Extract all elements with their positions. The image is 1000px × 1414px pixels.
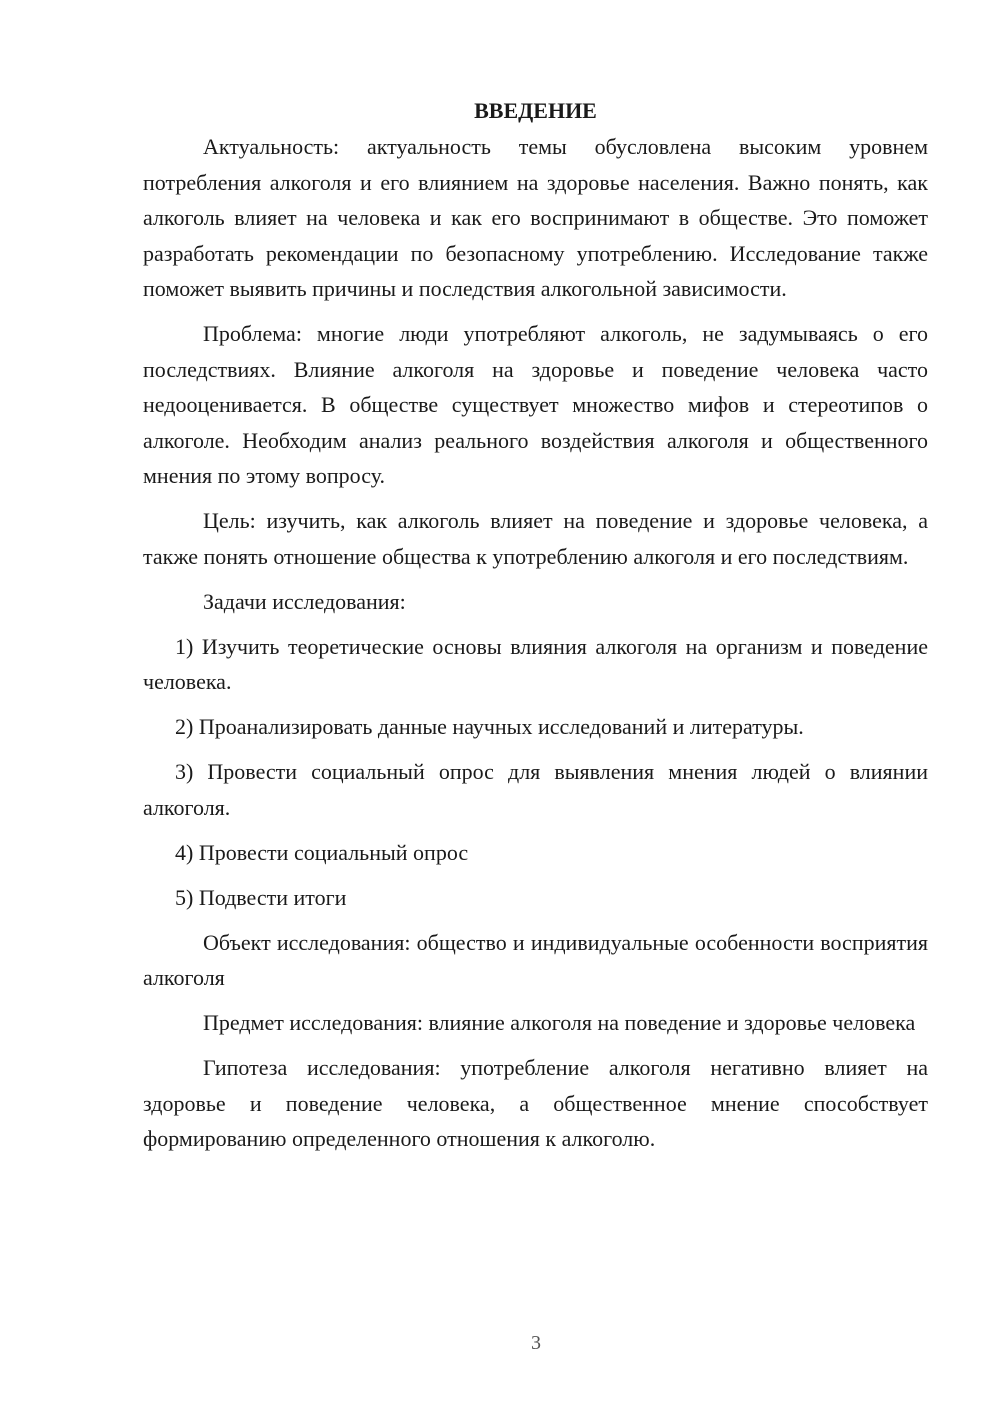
problem-paragraph: Проблема: многие люди употребляют алкоголь, не задумываясь о его последствиях. Влияние алкоголя на здоровье и поведение человека часто недооценивается. В обществе существует множество мифов и стереотипов о алкоголе. Необходим анализ реального воздействия алкоголя и общественного мнения по этому вопросу. bbox=[143, 321, 928, 488]
page-content bbox=[143, 93, 928, 1166]
research-object-paragraph: Объект исследования: общество и индивидуальные особенности восприятия алкоголя bbox=[143, 929, 928, 990]
section-title: ВВЕДЕНИЕ bbox=[474, 98, 597, 123]
goal-paragraph: Цель: изучить, как алкоголь влияет на поведение и здоровье человека, а также понять отношение общества к употреблению алкоголя и его последствиям. bbox=[143, 508, 928, 569]
task-item-5: 5) Подвести итоги bbox=[175, 884, 347, 910]
task-item-1: 1) Изучить теоретические основы влияния алкоголя на организм и поведение человека. bbox=[143, 633, 928, 694]
tasks-heading: Задачи исследования: bbox=[203, 588, 406, 614]
task-item-3: 3) Провести социальный опрос для выявления мнения людей о влиянии алкоголя. bbox=[143, 759, 928, 820]
hypothesis-paragraph: Гипотеза исследования: употребление алкоголя негативно влияет на здоровье и поведение человека, а общественное мнение способствует формированию определенного отношения к алкоголю. bbox=[143, 1055, 928, 1151]
task-item-4: 4) Провести социальный опрос bbox=[175, 839, 469, 865]
task-item-2: 2) Проанализировать данные научных исследований и литературы. bbox=[175, 714, 804, 739]
page-number: 3 bbox=[531, 1332, 541, 1354]
research-subject-paragraph: Предмет исследования: влияние алкоголя на поведение и здоровье человека bbox=[203, 1010, 916, 1035]
relevance-paragraph: Актуальность: актуальность темы обусловлена высоким уровнем потребления алкоголя и его влиянием на здоровье населения. Важно понять, как алкоголь влияет на человека и как его воспринимают в обществе. Это поможет разработать рекомендации по безопасному употреблению. Исследование также поможет выявить причины и последствия алкогольной зависимости. bbox=[143, 134, 928, 301]
